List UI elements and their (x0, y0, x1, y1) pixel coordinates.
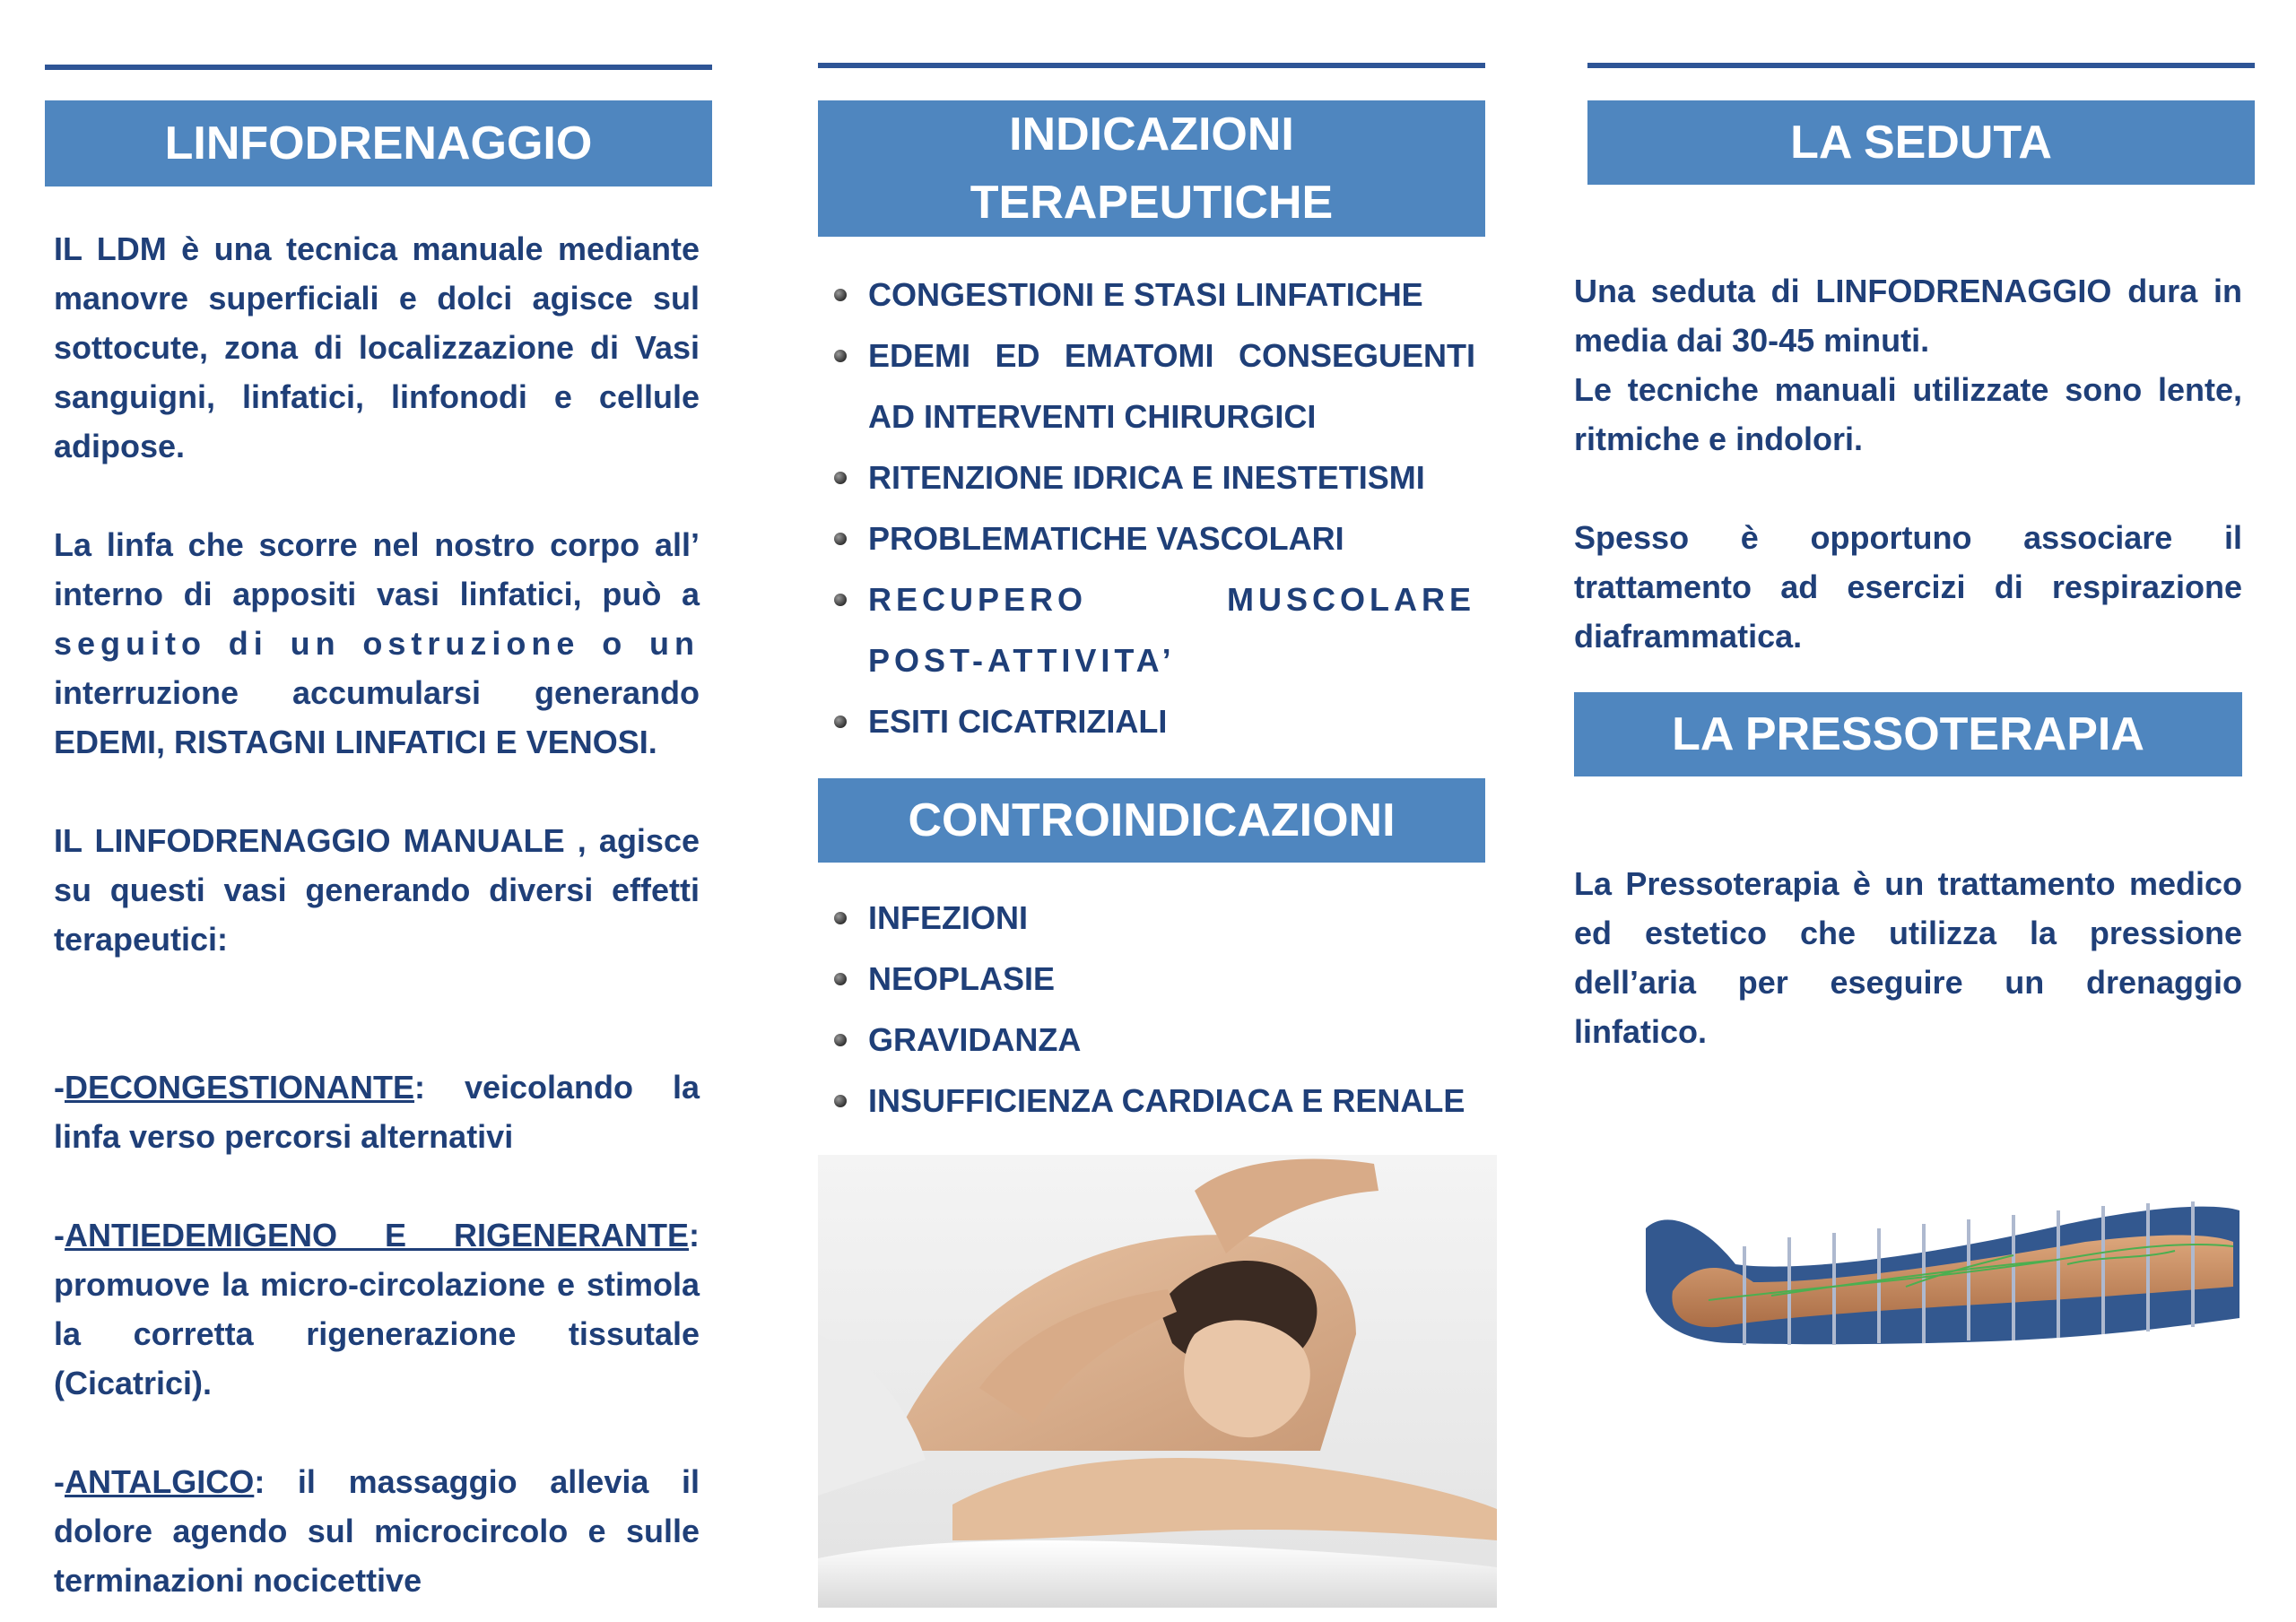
list-item-text: CONGESTIONI E STASI LINFATICHE (868, 276, 1423, 313)
massage-photo (818, 1155, 1497, 1608)
effect-analgesic-term: ANTALGICO (65, 1463, 255, 1500)
manual-drainage-paragraph: IL LINFODRENAGGIO MANUALE , agisce su questi vasi generando diversi effetti terapeutici: (54, 822, 700, 958)
pressoterapia-paragraph: La Pressoterapia è un trattamento medico ed estetico che utilizza la pressione dell’aria per eseguire un drenaggio linfatico. (1574, 865, 2242, 1050)
bullet-icon (834, 289, 847, 301)
bullet-icon (834, 533, 847, 545)
session-techniques-paragraph: Le tecniche manuali utilizzate sono lente, ritmiche e indolori. (1574, 371, 2242, 457)
effect-prefix: - (54, 1217, 65, 1253)
contraindications-list (825, 888, 1475, 1132)
list-item (825, 888, 1475, 949)
indicazioni-title-line2: TERAPEUTICHE (970, 177, 1334, 229)
effect-antiedema-term: ANTIEDEMIGENO E RIGENERANTE (65, 1217, 689, 1253)
list-item-text: PROBLEMATICHE VASCOLARI (868, 520, 1344, 557)
effect-antiedema (54, 1210, 700, 1408)
list-item (825, 265, 1475, 325)
lymph-paragraph-part2: seguito di un ostruzione o un (54, 625, 700, 662)
list-item (825, 325, 1475, 447)
pressoterapia-title: LA PRESSOTERAPIA (1672, 708, 2144, 760)
la-seduta-banner (1587, 100, 2255, 185)
linfodrenaggio-title: LINFODRENAGGIO (164, 117, 593, 169)
column3-top-rule (1587, 63, 2255, 68)
list-item-text: RITENZIONE IDRICA E INESTETISMI (868, 459, 1425, 496)
bullet-icon (834, 912, 847, 924)
effect-decongestant-text: : veicolando la linfa verso percorsi alternativi (54, 1069, 700, 1155)
la-seduta-title: LA SEDUTA (1790, 117, 2052, 169)
list-item (825, 949, 1475, 1010)
list-item-text: EDEMI ED EMATOMI CONSEGUENTI AD INTERVENTI CHIRURGICI (868, 337, 1475, 435)
list-item-text: GRAVIDANZA (868, 1021, 1082, 1058)
effect-decongestant (54, 1063, 700, 1161)
list-item-text: NEOPLASIE (868, 960, 1056, 997)
effect-antiedema-text: : promuove la micro-circolazione e stimola la corretta rigenerazione tissutale (Cicatrici). (54, 1217, 700, 1401)
ldm-intro-paragraph: IL LDM è una tecnica manuale mediante manovre superficiali e dolci agisce sul sottocute, zona di localizzazione di Vasi sanguigni, linfatici, linfonodi e cellule adipose. (54, 230, 700, 464)
effect-decongestant-term: DECONGESTIONANTE (65, 1069, 415, 1106)
controindicazioni-banner (818, 778, 1485, 863)
list-item (825, 447, 1475, 508)
column3-body-bottom (1574, 859, 2242, 1056)
effect-prefix: - (54, 1069, 65, 1106)
list-item (825, 569, 1475, 691)
list-item (825, 1071, 1475, 1132)
bullet-icon (834, 973, 847, 985)
bullet-icon (834, 1034, 847, 1046)
column2-top-rule (818, 63, 1485, 68)
list-item (825, 508, 1475, 569)
bullet-icon (834, 472, 847, 484)
bullet-icon (834, 350, 847, 362)
pressotherapy-leg-illustration (1637, 1193, 2242, 1354)
effect-analgesic (54, 1457, 700, 1605)
breathing-paragraph: Spesso è opportuno associare il trattamento ad esercizi di respirazione diaframmatica. (1574, 519, 2242, 655)
column1-top-rule (45, 65, 712, 70)
lymph-paragraph-part3: interruzione accumularsi generando EDEMI, RISTAGNI LINFATICI E VENOSI. (54, 674, 700, 760)
pressoterapia-banner (1574, 692, 2242, 776)
linfodrenaggio-banner (45, 100, 712, 186)
lymph-paragraph-part1: La linfa che scorre nel nostro corpo all’ interno di appositi vasi linfatici, può a (54, 526, 700, 612)
column3-body-top (1574, 266, 2242, 661)
list-item-text: RECUPERO MUSCOLARE POST-ATTIVITA’ (868, 581, 1475, 679)
bullet-icon (834, 716, 847, 728)
column1-body (54, 224, 700, 1605)
effect-analgesic-text: : il massaggio allevia il dolore agendo sul microcircolo e sulle terminazioni nocicettive (54, 1463, 700, 1599)
indicazioni-title-line1: INDICAZIONI (1009, 108, 1294, 160)
lymph-paragraph (54, 520, 700, 767)
list-item-text: ESITI CICATRIZIALI (868, 703, 1168, 740)
indicazioni-banner (818, 100, 1485, 237)
list-item-text: INSUFFICIENZA CARDIACA E RENALE (868, 1082, 1465, 1119)
effect-prefix: - (54, 1463, 65, 1500)
indications-list (825, 265, 1475, 752)
bullet-icon (834, 1095, 847, 1107)
list-item (825, 1010, 1475, 1071)
list-item-text: INFEZIONI (868, 899, 1028, 936)
list-item (825, 691, 1475, 752)
bullet-icon (834, 594, 847, 606)
session-duration-paragraph: Una seduta di LINFODRENAGGIO dura in media dai 30-45 minuti. (1574, 273, 2242, 359)
controindicazioni-title: CONTROINDICAZIONI (908, 794, 1396, 846)
